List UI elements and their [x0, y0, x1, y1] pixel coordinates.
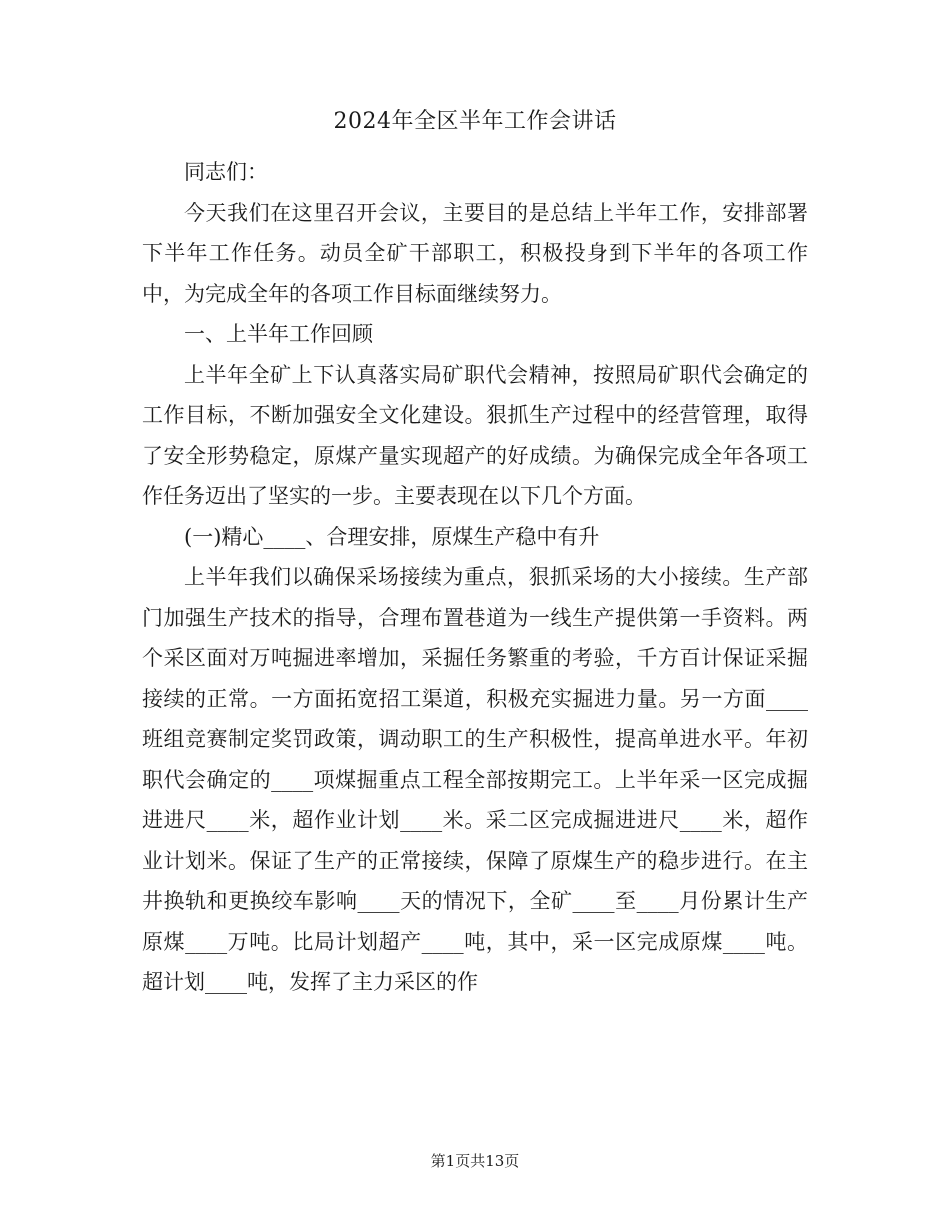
intro-paragraph: 今天我们在这里召开会议，主要目的是总结上半年工作，安排部署下半年工作任务。动员全矿干部职工，积极投身到下半年的各项工作中，为完成全年的各项工作目标面继续努力。 [142, 200, 808, 306]
review-paragraph: 上半年全矿上下认真落实局矿职代会精神，按照局矿职代会确定的工作目标，不断加强安全文化建设。狠抓生产过程中的经营管理，取得了安全形势稳定，原煤产量实现超产的好成绩。为确保完成全年各项工作任务迈出了坚实的一步。主要表现在以下几个方面。 [142, 362, 808, 508]
section-heading: 一、上半年工作回顾 [184, 322, 373, 346]
subsection-heading: (一)精心____、合理安排，原煤生产稳中有升 [184, 524, 600, 549]
salutation: 同志们： [184, 160, 268, 184]
document-title: 2024年全区半年工作会讲话 [333, 109, 617, 134]
document-body [142, 152, 808, 1003]
production-paragraph: 上半年我们以确保采场接续为重点，狠抓采场的大小接续。生产部门加强生产技术的指导，合理布置巷道为一线生产提供第一手资料。两个采区面对万吨掘进率增加，采掘任务繁重的考验，千方百计保证采掘接续的正常。一方面拓宽招工渠道，积极充实掘进力量。另一方面____班组竞赛制定奖罚政策，调动职工的生产积极性，提高单进水平。年初职代会确定的____项煤掘重点工程全部按期完工。上半年采一区完成掘进进尺____米，超作业计划____米。采二区完成掘进进尺____米，超作业计划米。保证了生产的正常接续，保障了原煤生产的稳步进行。在主井换轨和更换绞车影响____天的情况下，全矿____至____月份累计生产原煤____万吨。比局计划超产____吨，其中，采一区完成原煤____吨。超计划____吨，发挥了主力采区的作 [142, 565, 808, 994]
page-number: 第1页共13页 [430, 1152, 520, 1170]
